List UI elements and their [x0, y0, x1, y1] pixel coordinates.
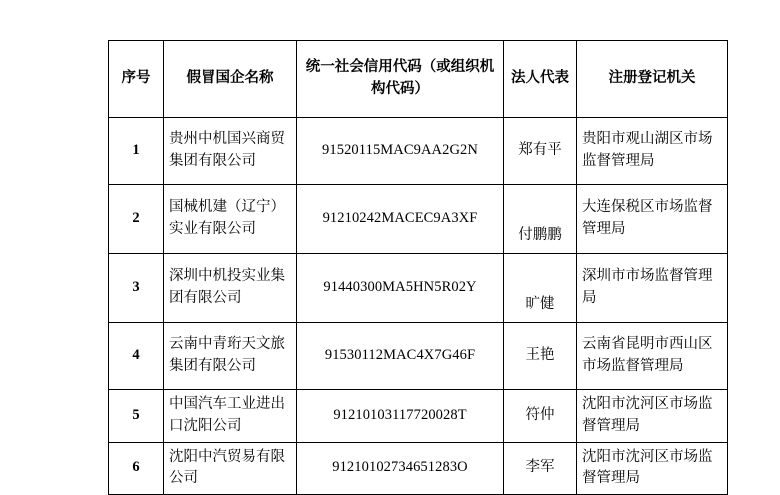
cell-registration-authority: 云南省昆明市西山区市场监督管理局: [577, 323, 728, 390]
cell-company-name: 贵州中机国兴商贸集团有限公司: [164, 118, 297, 185]
cell-registration-authority: 大连保税区市场监督管理局: [577, 185, 728, 254]
table-row: [109, 185, 728, 254]
cell-legal-representative: 旷健: [504, 254, 577, 323]
column-header-company-name: 假冒国企名称: [164, 41, 297, 118]
cell-sequence: 6: [109, 442, 164, 495]
cell-registration-authority: 沈阳市沈河区市场监督管理局: [577, 442, 728, 495]
table-header-row: [109, 41, 728, 118]
cell-company-name: 国械机建（辽宁）实业有限公司: [164, 185, 297, 254]
cell-sequence: 5: [109, 390, 164, 443]
fake-state-owned-enterprise-table: [108, 40, 728, 495]
cell-company-name: 中国汽车工业进出口沈阳公司: [164, 390, 297, 443]
cell-legal-representative: 王艳: [504, 323, 577, 390]
cell-legal-representative: 符仲: [504, 390, 577, 443]
cell-registration-authority: 深圳市市场监督管理局: [577, 254, 728, 323]
cell-sequence: 2: [109, 185, 164, 254]
table-header: [109, 41, 728, 118]
table-row: [109, 118, 728, 185]
column-header-registration-authority: 注册登记机关: [577, 41, 728, 118]
table-row: [109, 323, 728, 390]
cell-legal-representative: 郑有平: [504, 118, 577, 185]
cell-registration-authority: 沈阳市沈河区市场监督管理局: [577, 390, 728, 443]
cell-credit-code: 91530112MAC4X7G46F: [297, 323, 504, 390]
cell-credit-code: 91210102734651283O: [297, 442, 504, 495]
column-header-sequence: [109, 41, 164, 118]
table-body: [109, 118, 728, 495]
cell-registration-authority: 贵阳市观山湖区市场监督管理局: [577, 118, 728, 185]
cell-company-name: 深圳中机投实业集团有限公司: [164, 254, 297, 323]
column-header-credit-code: 统一社会信用代码（或组织机构代码）: [297, 41, 504, 118]
column-header-sequence-label: 序号: [121, 70, 151, 87]
cell-sequence: 4: [109, 323, 164, 390]
cell-credit-code: 91210103117720028T: [297, 390, 504, 443]
cell-legal-representative: 李军: [504, 442, 577, 495]
table-row: [109, 442, 728, 495]
cell-sequence: 3: [109, 254, 164, 323]
cell-credit-code: 91210242MACEC9A3XF: [297, 185, 504, 254]
cell-company-name: 云南中青珩天文旅集团有限公司: [164, 323, 297, 390]
cell-credit-code: 91440300MA5HN5R02Y: [297, 254, 504, 323]
cell-company-name: 沈阳中汽贸易有限公司: [164, 442, 297, 495]
table-row: [109, 390, 728, 443]
cell-legal-representative: 付鹏鹏: [504, 185, 577, 254]
cell-credit-code: 91520115MAC9AA2G2N: [297, 118, 504, 185]
table-row: [109, 254, 728, 323]
cell-sequence: 1: [109, 118, 164, 185]
column-header-legal-representative: 法人代表: [504, 41, 577, 118]
